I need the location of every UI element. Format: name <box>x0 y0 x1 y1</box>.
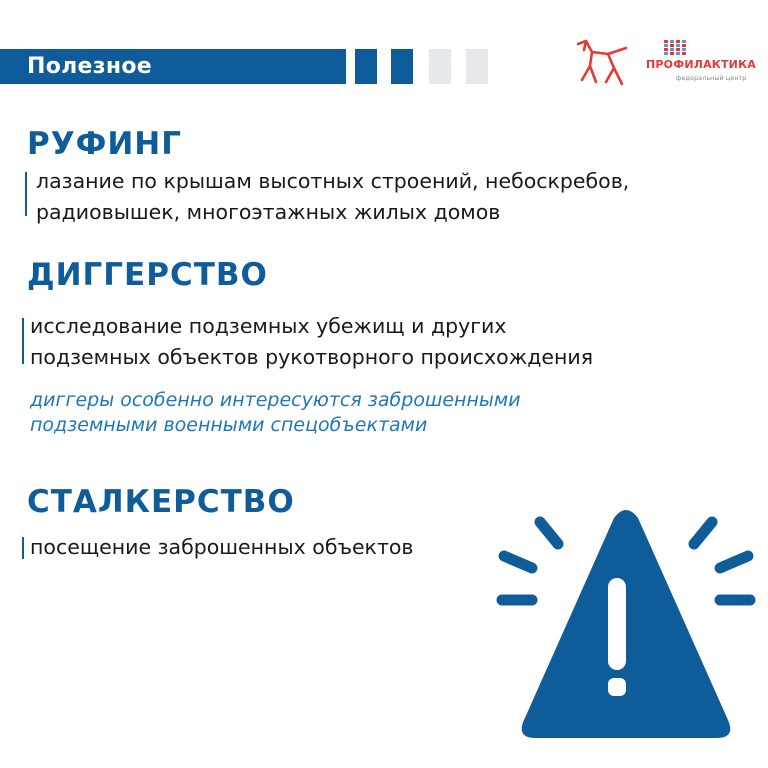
brand-subtitle: федеральный центр <box>676 74 747 82</box>
section-description-roofing: лазание по крышам высотных строений, небоскребов, радиовышек, многоэтажных жилых домов <box>36 169 630 224</box>
brand-grid-icon <box>664 40 686 56</box>
section-accent-bar <box>22 537 24 559</box>
section-title-roofing: РУФИНГ <box>27 126 183 162</box>
header-title: Полезное <box>27 54 152 79</box>
section-description-stalking: посещение заброшенных объектов <box>30 535 414 559</box>
horse-logo-icon <box>574 38 630 88</box>
header-square-3 <box>429 49 451 84</box>
section-description-digging: исследование подземных убежищ и других подземных объектов рукотворного происхождения <box>30 314 594 369</box>
header-square-4 <box>466 49 488 84</box>
section-title-stalking: СТАЛКЕРСТВО <box>27 484 295 520</box>
section-accent-bar <box>25 172 27 216</box>
section-accent-bar <box>22 318 24 364</box>
section-note-digging: диггеры особенно интересуются заброшенными подземными военными спецобъектами <box>30 389 521 436</box>
brand-name: ПРОФИЛАКТИКА <box>646 58 756 71</box>
section-title-digging: ДИГГЕРСТВО <box>27 257 268 293</box>
header-square-1 <box>355 49 377 84</box>
warning-triangle-icon <box>496 500 756 750</box>
header-square-2 <box>391 49 413 84</box>
